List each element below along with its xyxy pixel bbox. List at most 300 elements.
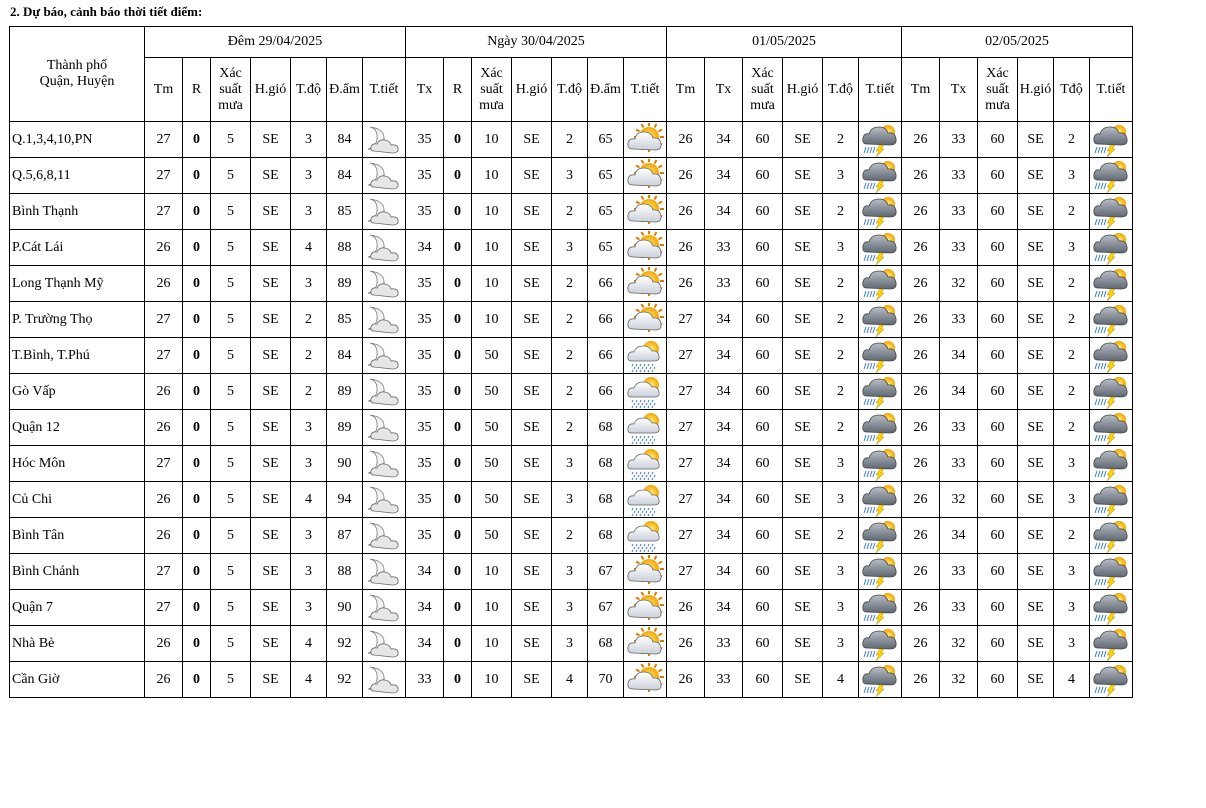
night-humidity: 84 xyxy=(327,158,363,194)
thunderstorm-cloud-icon xyxy=(859,555,901,589)
day-rain-probability: 10 xyxy=(472,266,512,302)
d3-wind-direction: SE xyxy=(783,266,823,302)
table-row xyxy=(10,554,1133,590)
city-column-header xyxy=(10,27,145,122)
night-rain-probability: 5 xyxy=(211,482,251,518)
d3-wind-level: 2 xyxy=(823,194,859,230)
day-wind-level: 3 xyxy=(552,626,588,662)
d4-min-temp: 26 xyxy=(902,122,940,158)
table-row xyxy=(10,374,1133,410)
night-humidity: 85 xyxy=(327,302,363,338)
night-min-temp: 27 xyxy=(145,194,183,230)
thunderstorm-cloud-icon xyxy=(1090,627,1132,661)
d3-weather-cell xyxy=(859,518,902,554)
table-row xyxy=(10,518,1133,554)
cloudy-night-moon-icon xyxy=(363,123,405,157)
d4-min-temp: 26 xyxy=(902,302,940,338)
d3-rain-probability: 60 xyxy=(743,410,783,446)
d4-rain-probability: 60 xyxy=(978,518,1018,554)
day-weather-cell xyxy=(624,590,667,626)
day-humidity: 68 xyxy=(588,626,624,662)
group-header-day: Ngày 30/04/2025 xyxy=(406,27,667,58)
night-min-temp: 27 xyxy=(145,446,183,482)
night-wind-direction: SE xyxy=(251,662,291,698)
d3-wind-direction: SE xyxy=(783,554,823,590)
d3-wind-direction: SE xyxy=(783,626,823,662)
night-wind-direction: SE xyxy=(251,518,291,554)
d3-wind-direction: SE xyxy=(783,302,823,338)
day-weather-cell xyxy=(624,626,667,662)
subheader-n-0: Tm xyxy=(145,58,183,122)
day-max-temp: 35 xyxy=(406,482,444,518)
night-wind-direction: SE xyxy=(251,410,291,446)
d4-max-temp: 33 xyxy=(940,446,978,482)
subheader-d3-3: H.gió xyxy=(783,58,823,122)
d3-wind-level: 2 xyxy=(823,302,859,338)
d4-rain-probability: 60 xyxy=(978,302,1018,338)
day-rain-probability: 10 xyxy=(472,626,512,662)
d3-min-temp: 26 xyxy=(667,626,705,662)
day-wind-direction: SE xyxy=(512,518,552,554)
d3-weather-cell xyxy=(859,410,902,446)
d4-wind-level: 3 xyxy=(1054,230,1090,266)
d4-wind-direction: SE xyxy=(1018,554,1054,590)
day-wind-level: 3 xyxy=(552,482,588,518)
cloudy-night-moon-icon xyxy=(363,483,405,517)
d4-weather-cell xyxy=(1090,482,1133,518)
day-wind-direction: SE xyxy=(512,446,552,482)
d4-weather-cell xyxy=(1090,554,1133,590)
subheader-d3-1: Tx xyxy=(705,58,743,122)
day-weather-cell xyxy=(624,374,667,410)
d4-wind-direction: SE xyxy=(1018,230,1054,266)
night-wind-level: 3 xyxy=(291,122,327,158)
day-wind-direction: SE xyxy=(512,374,552,410)
day-wind-level: 3 xyxy=(552,158,588,194)
day-wind-level: 4 xyxy=(552,662,588,698)
d3-weather-cell xyxy=(859,230,902,266)
night-rainfall: 0 xyxy=(183,518,211,554)
night-wind-direction: SE xyxy=(251,266,291,302)
night-wind-level: 2 xyxy=(291,338,327,374)
night-humidity: 90 xyxy=(327,590,363,626)
d3-weather-cell xyxy=(859,158,902,194)
sun-behind-cloud-icon xyxy=(624,159,666,193)
d3-min-temp: 27 xyxy=(667,302,705,338)
subheader-d-3: H.gió xyxy=(512,58,552,122)
table-row xyxy=(10,410,1133,446)
subheader-d3-5: T.tiết xyxy=(859,58,902,122)
night-min-temp: 26 xyxy=(145,374,183,410)
day-rain-probability: 10 xyxy=(472,554,512,590)
subheader-d4-2: Xác suất mưa xyxy=(978,58,1018,122)
table-row xyxy=(10,122,1133,158)
night-wind-level: 3 xyxy=(291,266,327,302)
city-name: P.Cát Lái xyxy=(10,230,145,266)
d3-rain-probability: 60 xyxy=(743,266,783,302)
cloudy-night-moon-icon xyxy=(363,231,405,265)
d4-max-temp: 33 xyxy=(940,302,978,338)
day-weather-cell xyxy=(624,122,667,158)
d4-rain-probability: 60 xyxy=(978,662,1018,698)
day-wind-direction: SE xyxy=(512,302,552,338)
d3-wind-level: 3 xyxy=(823,626,859,662)
d3-rain-probability: 60 xyxy=(743,590,783,626)
thunderstorm-cloud-icon xyxy=(859,303,901,337)
night-rainfall: 0 xyxy=(183,626,211,662)
d3-min-temp: 26 xyxy=(667,662,705,698)
day-wind-level: 3 xyxy=(552,554,588,590)
d4-max-temp: 33 xyxy=(940,554,978,590)
night-humidity: 90 xyxy=(327,446,363,482)
d4-wind-direction: SE xyxy=(1018,194,1054,230)
day-max-temp: 34 xyxy=(406,626,444,662)
d4-wind-level: 2 xyxy=(1054,374,1090,410)
d3-min-temp: 27 xyxy=(667,554,705,590)
sun-cloud-rain-icon xyxy=(624,483,666,517)
night-humidity: 89 xyxy=(327,374,363,410)
section-heading: 2. Dự báo, cảnh báo thời tiết điểm: xyxy=(10,4,203,19)
d4-min-temp: 26 xyxy=(902,266,940,302)
d4-rain-probability: 60 xyxy=(978,122,1018,158)
d4-min-temp: 26 xyxy=(902,446,940,482)
d4-weather-cell xyxy=(1090,338,1133,374)
night-weather-cell xyxy=(363,410,406,446)
d3-wind-direction: SE xyxy=(783,518,823,554)
subheader-d-6: T.tiết xyxy=(624,58,667,122)
day-wind-level: 3 xyxy=(552,446,588,482)
subheader-n-2: Xác suất mưa xyxy=(211,58,251,122)
night-weather-cell xyxy=(363,338,406,374)
d3-max-temp: 34 xyxy=(705,554,743,590)
d3-rain-probability: 60 xyxy=(743,446,783,482)
night-wind-level: 2 xyxy=(291,374,327,410)
d3-wind-direction: SE xyxy=(783,410,823,446)
day-rain-probability: 10 xyxy=(472,158,512,194)
cloudy-night-moon-icon xyxy=(363,375,405,409)
d4-rain-probability: 60 xyxy=(978,482,1018,518)
subheader-d-1: R xyxy=(444,58,472,122)
thunderstorm-cloud-icon xyxy=(1090,411,1132,445)
cloudy-night-moon-icon xyxy=(363,303,405,337)
d4-wind-direction: SE xyxy=(1018,590,1054,626)
day-rain-probability: 10 xyxy=(472,194,512,230)
city-name: Q.1,3,4,10,PN xyxy=(10,122,145,158)
night-min-temp: 26 xyxy=(145,518,183,554)
night-min-temp: 26 xyxy=(145,410,183,446)
night-weather-cell xyxy=(363,662,406,698)
subheader-d-4: T.độ xyxy=(552,58,588,122)
day-humidity: 67 xyxy=(588,590,624,626)
night-wind-level: 4 xyxy=(291,230,327,266)
day-rain-probability: 10 xyxy=(472,302,512,338)
day-max-temp: 34 xyxy=(406,554,444,590)
day-wind-level: 2 xyxy=(552,374,588,410)
d3-weather-cell xyxy=(859,446,902,482)
subheader-d4-1: Tx xyxy=(940,58,978,122)
d4-wind-level: 2 xyxy=(1054,266,1090,302)
d3-max-temp: 34 xyxy=(705,302,743,338)
subheader-d-5: Đ.ẩm xyxy=(588,58,624,122)
d3-wind-level: 2 xyxy=(823,338,859,374)
day-wind-direction: SE xyxy=(512,626,552,662)
d3-weather-cell xyxy=(859,194,902,230)
table-row xyxy=(10,446,1133,482)
night-wind-level: 3 xyxy=(291,518,327,554)
night-weather-cell xyxy=(363,158,406,194)
d3-wind-direction: SE xyxy=(783,158,823,194)
sun-cloud-rain-icon xyxy=(624,411,666,445)
d4-rain-probability: 60 xyxy=(978,158,1018,194)
d4-min-temp: 26 xyxy=(902,410,940,446)
cloudy-night-moon-icon xyxy=(363,267,405,301)
d4-rain-probability: 60 xyxy=(978,590,1018,626)
d4-weather-cell xyxy=(1090,266,1133,302)
day-humidity: 66 xyxy=(588,302,624,338)
night-humidity: 84 xyxy=(327,122,363,158)
city-name: Long Thạnh Mỹ xyxy=(10,266,145,302)
night-humidity: 87 xyxy=(327,518,363,554)
night-humidity: 85 xyxy=(327,194,363,230)
d3-max-temp: 34 xyxy=(705,194,743,230)
table-row xyxy=(10,158,1133,194)
d4-wind-direction: SE xyxy=(1018,626,1054,662)
d3-min-temp: 26 xyxy=(667,590,705,626)
night-rain-probability: 5 xyxy=(211,626,251,662)
d3-min-temp: 26 xyxy=(667,230,705,266)
cloudy-night-moon-icon xyxy=(363,159,405,193)
d3-weather-cell xyxy=(859,266,902,302)
d3-weather-cell xyxy=(859,338,902,374)
day-rainfall: 0 xyxy=(444,482,472,518)
night-humidity: 88 xyxy=(327,230,363,266)
d4-wind-level: 2 xyxy=(1054,302,1090,338)
d4-rain-probability: 60 xyxy=(978,554,1018,590)
day-rainfall: 0 xyxy=(444,266,472,302)
d4-max-temp: 33 xyxy=(940,122,978,158)
night-weather-cell xyxy=(363,302,406,338)
sun-behind-cloud-icon xyxy=(624,123,666,157)
table-row xyxy=(10,482,1133,518)
thunderstorm-cloud-icon xyxy=(1090,231,1132,265)
thunderstorm-cloud-icon xyxy=(1090,267,1132,301)
night-min-temp: 26 xyxy=(145,230,183,266)
day-weather-cell xyxy=(624,230,667,266)
subheader-d3-0: Tm xyxy=(667,58,705,122)
day-rain-probability: 50 xyxy=(472,446,512,482)
city-name: Hóc Môn xyxy=(10,446,145,482)
thunderstorm-cloud-icon xyxy=(1090,159,1132,193)
night-wind-direction: SE xyxy=(251,374,291,410)
city-name: Nhà Bè xyxy=(10,626,145,662)
thunderstorm-cloud-icon xyxy=(1090,483,1132,517)
night-weather-cell xyxy=(363,482,406,518)
day-rain-probability: 50 xyxy=(472,482,512,518)
d3-min-temp: 27 xyxy=(667,338,705,374)
day-rainfall: 0 xyxy=(444,230,472,266)
day-max-temp: 35 xyxy=(406,446,444,482)
d4-min-temp: 26 xyxy=(902,554,940,590)
night-rainfall: 0 xyxy=(183,374,211,410)
d4-min-temp: 26 xyxy=(902,338,940,374)
night-weather-cell xyxy=(363,446,406,482)
day-wind-direction: SE xyxy=(512,230,552,266)
sun-behind-cloud-icon xyxy=(624,267,666,301)
d4-min-temp: 26 xyxy=(902,374,940,410)
night-weather-cell xyxy=(363,554,406,590)
cloudy-night-moon-icon xyxy=(363,663,405,697)
night-weather-cell xyxy=(363,518,406,554)
cloudy-night-moon-icon xyxy=(363,555,405,589)
day-humidity: 65 xyxy=(588,194,624,230)
thunderstorm-cloud-icon xyxy=(859,267,901,301)
d4-min-temp: 26 xyxy=(902,626,940,662)
d4-min-temp: 26 xyxy=(902,194,940,230)
night-rain-probability: 5 xyxy=(211,590,251,626)
d3-max-temp: 34 xyxy=(705,482,743,518)
night-rainfall: 0 xyxy=(183,194,211,230)
d3-rain-probability: 60 xyxy=(743,338,783,374)
night-min-temp: 26 xyxy=(145,482,183,518)
d3-wind-direction: SE xyxy=(783,194,823,230)
night-humidity: 92 xyxy=(327,662,363,698)
night-rain-probability: 5 xyxy=(211,230,251,266)
night-min-temp: 26 xyxy=(145,626,183,662)
sun-behind-cloud-icon xyxy=(624,627,666,661)
sun-behind-cloud-icon xyxy=(624,555,666,589)
d4-max-temp: 34 xyxy=(940,338,978,374)
day-rainfall: 0 xyxy=(444,626,472,662)
day-wind-level: 2 xyxy=(552,266,588,302)
table-row xyxy=(10,194,1133,230)
day-rain-probability: 10 xyxy=(472,122,512,158)
thunderstorm-cloud-icon xyxy=(1090,339,1132,373)
night-wind-level: 3 xyxy=(291,590,327,626)
city-name: Q.5,6,8,11 xyxy=(10,158,145,194)
d4-rain-probability: 60 xyxy=(978,266,1018,302)
day-max-temp: 33 xyxy=(406,662,444,698)
night-rainfall: 0 xyxy=(183,590,211,626)
night-rain-probability: 5 xyxy=(211,410,251,446)
d4-wind-direction: SE xyxy=(1018,338,1054,374)
night-rain-probability: 5 xyxy=(211,374,251,410)
d3-min-temp: 26 xyxy=(667,194,705,230)
night-wind-direction: SE xyxy=(251,482,291,518)
group-header-night: Đêm 29/04/2025 xyxy=(145,27,406,58)
d4-weather-cell xyxy=(1090,662,1133,698)
d3-max-temp: 33 xyxy=(705,266,743,302)
d4-wind-direction: SE xyxy=(1018,662,1054,698)
d4-wind-level: 2 xyxy=(1054,122,1090,158)
d4-wind-direction: SE xyxy=(1018,158,1054,194)
d3-wind-direction: SE xyxy=(783,122,823,158)
d3-wind-direction: SE xyxy=(783,374,823,410)
night-wind-level: 3 xyxy=(291,158,327,194)
d4-rain-probability: 60 xyxy=(978,194,1018,230)
city-header-line2: Quận, Huyện xyxy=(39,74,115,89)
city-name: Bình Chánh xyxy=(10,554,145,590)
d4-max-temp: 32 xyxy=(940,662,978,698)
night-rainfall: 0 xyxy=(183,662,211,698)
d3-wind-level: 2 xyxy=(823,410,859,446)
night-wind-direction: SE xyxy=(251,626,291,662)
table-row xyxy=(10,626,1133,662)
night-min-temp: 27 xyxy=(145,302,183,338)
day-humidity: 68 xyxy=(588,518,624,554)
d3-weather-cell xyxy=(859,302,902,338)
thunderstorm-cloud-icon xyxy=(859,627,901,661)
sun-behind-cloud-icon xyxy=(624,591,666,625)
day-rain-probability: 50 xyxy=(472,338,512,374)
day-max-temp: 35 xyxy=(406,158,444,194)
d4-weather-cell xyxy=(1090,122,1133,158)
d4-wind-direction: SE xyxy=(1018,374,1054,410)
night-wind-level: 4 xyxy=(291,662,327,698)
d3-wind-level: 3 xyxy=(823,158,859,194)
d4-weather-cell xyxy=(1090,446,1133,482)
d3-max-temp: 33 xyxy=(705,230,743,266)
day-rainfall: 0 xyxy=(444,158,472,194)
night-rainfall: 0 xyxy=(183,446,211,482)
thunderstorm-cloud-icon xyxy=(859,159,901,193)
day-rain-probability: 50 xyxy=(472,374,512,410)
d3-min-temp: 26 xyxy=(667,122,705,158)
d4-weather-cell xyxy=(1090,302,1133,338)
city-name: P. Trường Thọ xyxy=(10,302,145,338)
d4-wind-direction: SE xyxy=(1018,518,1054,554)
night-rainfall: 0 xyxy=(183,122,211,158)
d4-max-temp: 32 xyxy=(940,482,978,518)
subheader-d4-4: Tđộ xyxy=(1054,58,1090,122)
d3-max-temp: 34 xyxy=(705,158,743,194)
thunderstorm-cloud-icon xyxy=(1090,447,1132,481)
night-wind-direction: SE xyxy=(251,194,291,230)
d3-wind-level: 3 xyxy=(823,482,859,518)
night-weather-cell xyxy=(363,122,406,158)
day-humidity: 68 xyxy=(588,482,624,518)
d3-wind-direction: SE xyxy=(783,662,823,698)
city-name: Quận 7 xyxy=(10,590,145,626)
d3-wind-level: 3 xyxy=(823,554,859,590)
d3-min-temp: 27 xyxy=(667,482,705,518)
day-rain-probability: 50 xyxy=(472,410,512,446)
night-wind-level: 4 xyxy=(291,482,327,518)
thunderstorm-cloud-icon xyxy=(1090,303,1132,337)
d4-weather-cell xyxy=(1090,626,1133,662)
day-weather-cell xyxy=(624,446,667,482)
d3-rain-probability: 60 xyxy=(743,662,783,698)
day-max-temp: 35 xyxy=(406,338,444,374)
day-rainfall: 0 xyxy=(444,662,472,698)
day-rainfall: 0 xyxy=(444,302,472,338)
d4-weather-cell xyxy=(1090,158,1133,194)
city-name: T.Bình, T.Phú xyxy=(10,338,145,374)
day-max-temp: 35 xyxy=(406,302,444,338)
day-humidity: 66 xyxy=(588,374,624,410)
d3-wind-direction: SE xyxy=(783,446,823,482)
d3-wind-level: 3 xyxy=(823,230,859,266)
d3-max-temp: 33 xyxy=(705,626,743,662)
night-weather-cell xyxy=(363,626,406,662)
group-header-day3: 01/05/2025 xyxy=(667,27,902,58)
cloudy-night-moon-icon xyxy=(363,195,405,229)
group-header-day4: 02/05/2025 xyxy=(902,27,1133,58)
thunderstorm-cloud-icon xyxy=(1090,123,1132,157)
d3-rain-probability: 60 xyxy=(743,158,783,194)
d4-wind-direction: SE xyxy=(1018,122,1054,158)
sun-cloud-rain-icon xyxy=(624,519,666,553)
subheader-d4-3: H.gió xyxy=(1018,58,1054,122)
